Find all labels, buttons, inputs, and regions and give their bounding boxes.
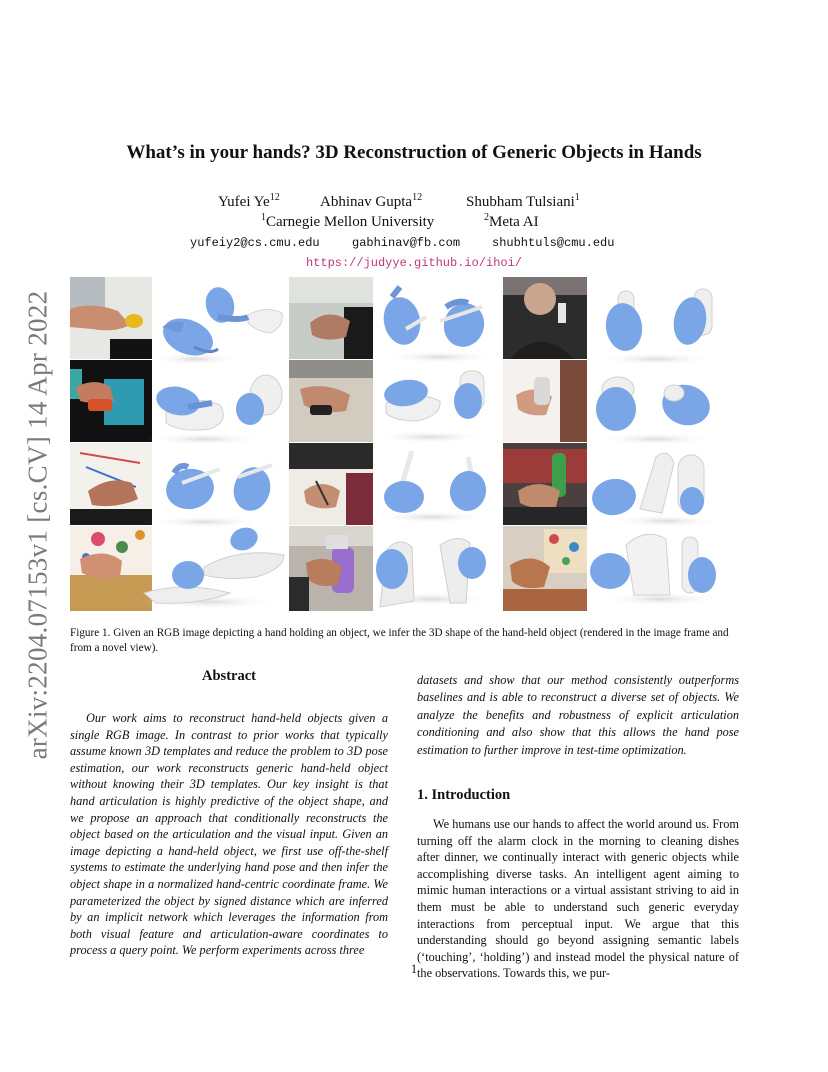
photo-3-3 — [503, 443, 587, 525]
object-render-3e — [589, 453, 674, 518]
photo-1-3 — [70, 443, 152, 525]
arxiv-id-text: arXiv:2204.07153v1 [cs.CV] 14 Apr 2022 — [22, 290, 53, 760]
arxiv-stamp — [18, 290, 58, 760]
object-render-2c — [382, 377, 440, 421]
figure-caption — [70, 626, 750, 656]
teaser-figure-grid — [70, 277, 718, 611]
object-render-3g — [590, 534, 670, 595]
hand-render-3d — [658, 379, 715, 430]
abstract-continuation: datasets and show that our method consistently outperforms baselines and is able to reconstruct a diverse set of objects. We analyze the benefits and robustness of explicit articulation conditioning and also show that this allows the hand pose estimation to further improve in test-time optimization. — [417, 673, 739, 757]
object-render-2g — [376, 542, 414, 607]
object-render-1g — [144, 524, 284, 603]
photo-2-4 — [289, 526, 373, 611]
hand-render-1b — [202, 284, 282, 333]
abstract-heading: Abstract — [202, 668, 256, 684]
object-render-2d — [454, 371, 484, 419]
photo-2-2 — [289, 360, 373, 442]
photo-2-1 — [289, 277, 373, 359]
photo-2-3 — [289, 443, 373, 525]
hand-render-3b — [670, 289, 712, 347]
figure-label: Figure 1. — [70, 627, 111, 639]
hand-render-1e — [163, 465, 220, 513]
email-3[interactable]: shubhtuls@cmu.edu — [492, 236, 615, 250]
affiliation-2: $^2$Meta AI — [484, 212, 539, 230]
photo-1-1 — [70, 277, 152, 359]
photo-stack-1 — [70, 277, 152, 611]
object-render-3f — [678, 455, 704, 515]
introduction-paragraph: We humans use our hands to affect the world around us. From turning off the alarm clock in the morning to cleaning dishes after dinner, we continually interact with generic objects while accomplishing diverse tasks. An intelligent agent aiming to mimic human interactions or a virtual assistant striving to aid in them must be able to understand such generic everyday interactions from perceptual input. We argue that this understanding should go beyond assigning semantic labels (‘touching’, ‘holding’) and instead model the physical nature of the observations. Towards this, we pur- — [417, 817, 739, 981]
hand-render-1d — [236, 375, 282, 425]
author-2: Abhinav Gupta$^{12}$ — [320, 192, 423, 210]
abstract-paragraph: Our work aims to reconstruct hand-held objects given a single RGB image. In contrast to prior works that typically assume known 3D templates and reduce the problem to 3D pose estimation, our work reconstructs generic hand-held object without knowing their 3D templates. Our key insight is that hand articulation is highly predictive of the object shape, and we propose an approach that conditionally reconstructs the object based on the articulation and the visual input. Given an image depicting a hand-held object, we first use off-the-shelf systems to estimate the underlying hand pose and then infer the object shape in a normalized hand-centric coordinate frame. We parameterized the object by signed distance which are inferred by an implicit network which leverages the information from both visual feature and articulation-aware coordinates to process a query point. We perform experiments across three — [70, 711, 388, 958]
hand-render-2b — [438, 298, 490, 352]
project-link[interactable]: https://judyye.github.io/ihoi/ — [305, 256, 523, 270]
hand-render-1f — [229, 463, 275, 515]
photo-3-2 — [503, 360, 587, 442]
author-3: Shubham Tulsiani$^1$ — [466, 192, 580, 210]
object-render-3c — [596, 377, 636, 431]
paper-title: What’s in your hands? 3D Reconstruction of Generic Objects in Hands — [126, 142, 702, 163]
render-column-2 — [370, 287, 496, 607]
hand-render-2e — [384, 451, 424, 513]
right-column — [417, 672, 739, 982]
photo-3-1 — [503, 277, 587, 359]
figure-caption-text: Given an RGB image depicting a hand holding an object, we infer the 3D shape of the hand-held object (rendered in the image frame and from a novel view). — [70, 627, 729, 654]
left-column — [70, 668, 388, 959]
hand-render-2a — [379, 287, 426, 348]
email-2[interactable]: gabhinav@fb.com — [352, 236, 461, 250]
email-1[interactable]: yufeiy2@cs.cmu.edu — [190, 236, 320, 250]
photo-1-2 — [70, 360, 152, 442]
page-number: 1 — [410, 962, 418, 976]
author-1: Yufei Ye$^{12}$ — [218, 192, 280, 210]
render-column-3 — [589, 289, 718, 606]
object-render-1c — [154, 383, 224, 430]
photo-1-4 — [70, 526, 152, 611]
render-column-1 — [140, 284, 284, 609]
hand-render-3a — [603, 291, 645, 353]
object-render-3h — [682, 537, 716, 593]
introduction-heading: 1. Introduction — [417, 787, 511, 804]
hand-render-2f — [447, 457, 489, 514]
affiliation-1: $^1$Carnegie Mellon University — [261, 212, 435, 230]
photo-stack-3 — [503, 277, 587, 611]
teaser-figure — [70, 277, 718, 611]
photo-stack-2 — [289, 277, 373, 611]
photo-3-4 — [503, 526, 587, 611]
